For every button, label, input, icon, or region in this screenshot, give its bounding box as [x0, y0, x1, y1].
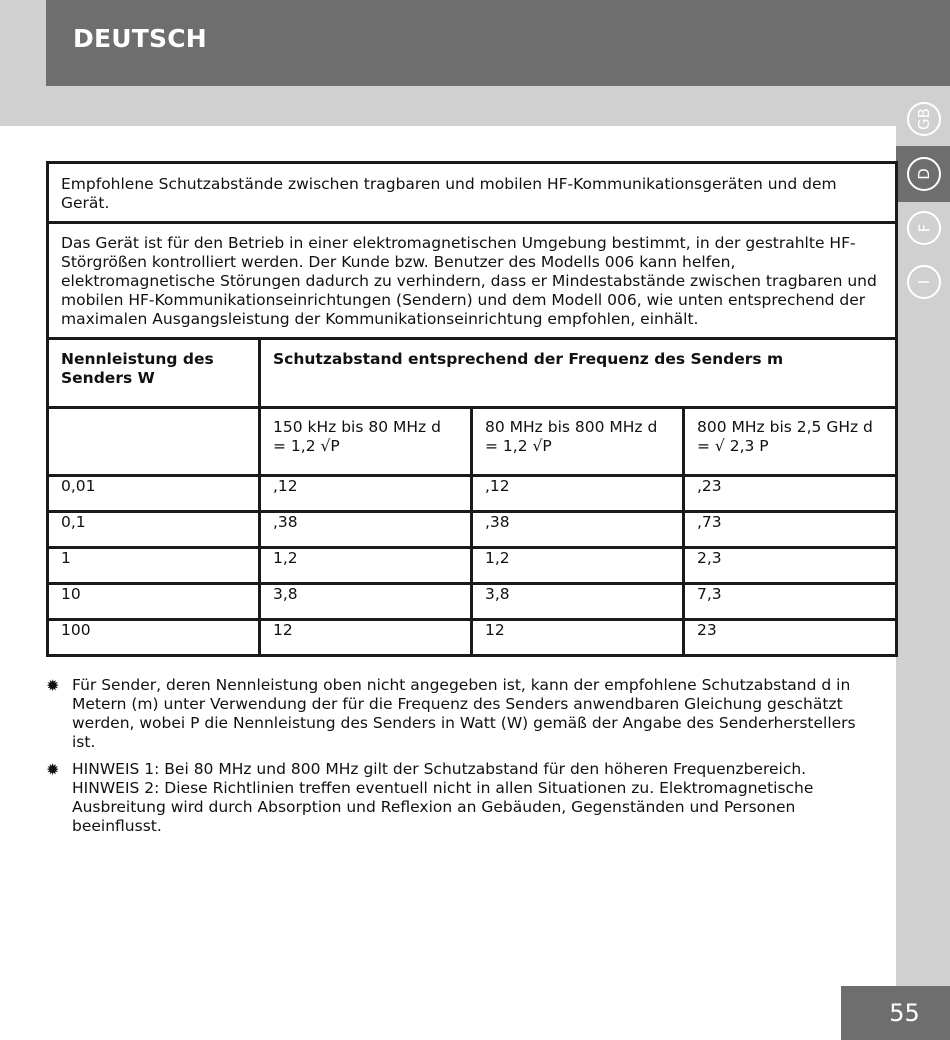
power-cell: 100 — [48, 620, 260, 656]
table-row — [48, 584, 897, 620]
lang-tab-f[interactable] — [907, 211, 941, 245]
distance-cell: ,38 — [260, 512, 472, 548]
header-left-band — [0, 0, 46, 126]
distance-cell: 1,2 — [260, 548, 472, 584]
distance-cell: ,12 — [472, 476, 684, 512]
distance-cell: ,23 — [684, 476, 897, 512]
power-cell: 10 — [48, 584, 260, 620]
sun-bullet-icon: ✹ — [46, 676, 60, 695]
table-row — [48, 512, 897, 548]
freq-header-3: 800 MHz bis 2,5 GHz d = √ 2,3 P — [684, 408, 897, 476]
power-cell: 0,1 — [48, 512, 260, 548]
distance-cell: ,38 — [472, 512, 684, 548]
power-column-header: Nennleistung des Senders W — [48, 339, 260, 408]
table-row — [48, 476, 897, 512]
distance-cell: 12 — [260, 620, 472, 656]
distance-cell: 23 — [684, 620, 897, 656]
distance-cell: ,73 — [684, 512, 897, 548]
page-number: 55 — [889, 999, 920, 1027]
distance-cell: 2,3 — [684, 548, 897, 584]
table-description: Das Gerät ist für den Betrieb in einer elektromagnetischen Umgebung bestimmt, in der gestrahlte HF-Störgrößen kontrolliert werden. Der Kunde bzw. Benutzer des Modells 006 kann helfen, elektromagnetische Störungen dadurch zu verhindern, dass er Mindestabstände zwischen tragbaren und mobilen HF-Kommunikationseinrichtungen (Sendern) und dem Modell 006, wie unten entsprechend der maximalen Ausgangsleistung der Kommunikationseinrichtung empfohlen, einhält. — [48, 223, 897, 339]
distance-cell: 7,3 — [684, 584, 897, 620]
note-item — [46, 676, 876, 752]
separation-distance-table — [46, 161, 898, 657]
lang-tab-i-label: I — [915, 279, 933, 285]
note-text — [72, 676, 876, 752]
lang-tab-i[interactable] — [907, 265, 941, 299]
note-line: HINWEIS 2: Diese Richtlinien treffen eventuell nicht in allen Situationen zu. Elektromagnetische Ausbreitung wird durch Absorption und Reflexion an Gebäuden, Gegenständen und Personen beeinflusst. — [72, 779, 814, 835]
lang-tab-f-label: F — [914, 223, 933, 233]
page-title: DEUTSCH — [73, 24, 207, 53]
distance-cell: ,12 — [260, 476, 472, 512]
note-text — [72, 760, 876, 836]
empty-header-cell — [48, 408, 260, 476]
notes-section — [46, 676, 876, 844]
table-intro: Empfohlene Schutzabstände zwischen tragbaren und mobilen HF-Kommunikationsgeräten und dem Gerät. — [48, 163, 897, 223]
note-line: Für Sender, deren Nennleistung oben nicht angegeben ist, kann der empfohlene Schutzabstand d in Metern (m) unter Verwendung der für die Frequenz des Senders anwendbaren Gleichung geschätzt werden, wobei P die Nennleistung des Senders in Watt (W) gemäß der Angabe des Senderherstellers ist. — [72, 676, 856, 751]
distance-cell: 3,8 — [260, 584, 472, 620]
page-number-box — [841, 986, 950, 1040]
power-cell: 1 — [48, 548, 260, 584]
distance-cell: 1,2 — [472, 548, 684, 584]
header-bottom-band — [46, 86, 950, 126]
table-row — [48, 548, 897, 584]
lang-tab-d[interactable] — [907, 157, 941, 191]
lang-tab-gb-label: GB — [914, 108, 933, 130]
power-cell: 0,01 — [48, 476, 260, 512]
freq-header-1: 150 kHz bis 80 MHz d = 1,2 √P — [260, 408, 472, 476]
note-item — [46, 760, 876, 836]
lang-tab-gb[interactable] — [907, 102, 941, 136]
table-row — [48, 620, 897, 656]
lang-tab-d-label: D — [915, 168, 933, 180]
freq-header-2: 80 MHz bis 800 MHz d = 1,2 √P — [472, 408, 684, 476]
distance-cell: 3,8 — [472, 584, 684, 620]
distance-cell: 12 — [472, 620, 684, 656]
sun-bullet-icon: ✹ — [46, 760, 60, 779]
distance-column-header: Schutzabstand entsprechend der Frequenz des Senders m — [260, 339, 897, 408]
note-line: HINWEIS 1: Bei 80 MHz und 800 MHz gilt der Schutzabstand für den höheren Frequenzbereich. — [72, 760, 807, 778]
